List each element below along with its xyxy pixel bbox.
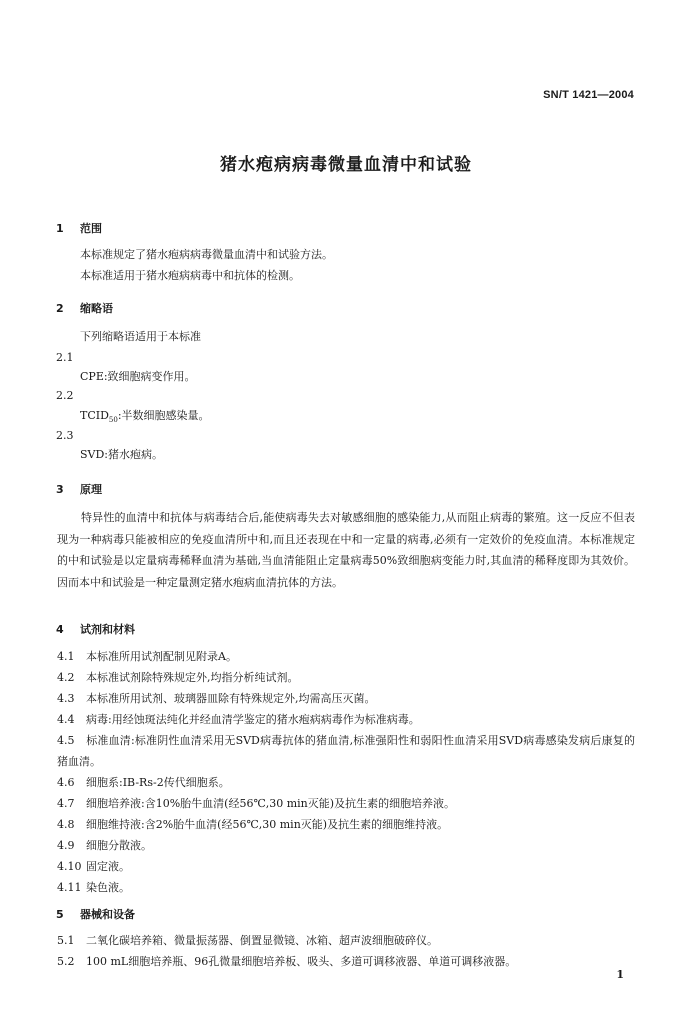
clause-number: 2.3 [56, 429, 74, 442]
abbreviation-subscript: 50 [108, 416, 118, 425]
abbreviation-item: CPE:致细胞病变作用。 [80, 370, 196, 383]
abbreviation-definition: :半数细胞感染量。 [117, 409, 210, 422]
clause-number: 4.9 [57, 839, 75, 852]
clause-text: 100 mL细胞培养瓶、96孔微量细胞培养板、吸头、多道可调移液器、单道可调移液器。 [86, 955, 517, 968]
abbreviation-term: TCID [80, 409, 109, 422]
clause-item [57, 793, 635, 814]
clause-number: 4.11 [57, 881, 82, 894]
clause-number: 5.2 [57, 955, 75, 968]
clause-number: 4.8 [57, 818, 75, 831]
clause-text: 细胞培养液:含10%胎牛血清(经56℃,30 min灭能)及抗生素的细胞培养液。 [86, 797, 456, 810]
section-heading-scope [56, 220, 102, 236]
section-number: 2 [56, 302, 64, 315]
clause-text: 本标准试剂除特殊规定外,均指分析纯试剂。 [86, 671, 299, 684]
abbreviation-item: SVD:猪水疱病。 [80, 448, 164, 461]
document-title: 猪水疱病病毒微量血清中和试验 [220, 155, 472, 175]
clause-item [57, 814, 635, 835]
clause-number: 2.1 [56, 351, 74, 364]
clause-number: 2.2 [56, 389, 74, 402]
clause-item [57, 709, 635, 730]
scope-line: 本标准适用于猪水疱病病毒中和抗体的检测。 [80, 269, 300, 282]
standard-code: SN/T 1421—2004 [543, 89, 634, 101]
clause-item [57, 646, 635, 667]
clause-text: 染色液。 [86, 881, 130, 894]
section-heading-reagents [56, 621, 135, 637]
clause-item [57, 856, 635, 877]
section-number: 3 [56, 483, 64, 496]
clause-text: 标准血清:标准阴性血清采用无SVD病毒抗体的猪血清,标准强阳性和弱阳性血清采用SVD病毒感染发病后康复的猪血清。 [57, 734, 635, 768]
principle-paragraph: 特异性的血清中和抗体与病毒结合后,能使病毒失去对敏感细胞的感染能力,从而阻止病毒的繁殖。这一反应不但表现为一种病毒只能被相应的免疫血清所中和,而且还表现在中和一定量的病毒,必须有一定效价的免疫血清。本标准规定的中和试验是以定量病毒稀释血清为基础,当血清能阻止定量病毒50%致细胞病变能力时,其血清的稀释度即为其效价。因而本中和试验是一种定量测定猪水疱病血清抗体的方法。 [57, 511, 635, 589]
clause-text: 细胞分散液。 [86, 839, 152, 852]
clause-item [57, 730, 635, 772]
section-number: 5 [56, 908, 64, 921]
section-title: 范围 [80, 222, 102, 235]
clause-item [57, 877, 635, 898]
clause-number: 4.5 [57, 734, 75, 747]
clause-item [57, 667, 635, 688]
section-number: 4 [56, 623, 64, 636]
clause-text: 本标准所用试剂、玻璃器皿除有特殊规定外,均需高压灭菌。 [86, 692, 376, 705]
section-number: 1 [56, 222, 64, 235]
clause-number: 4.6 [57, 776, 75, 789]
clause-text: 二氧化碳培养箱、微量振荡器、倒置显微镜、冰箱、超声波细胞破碎仪。 [86, 934, 438, 947]
clause-number: 4.10 [57, 860, 82, 873]
clause-number: 4.7 [57, 797, 75, 810]
clause-number: 4.2 [57, 671, 75, 684]
section-heading-abbreviations [56, 300, 113, 316]
page-number: 1 [616, 968, 624, 981]
section-title: 器械和设备 [80, 908, 135, 921]
section-title: 原理 [80, 483, 102, 496]
section-title: 试剂和材料 [80, 623, 135, 636]
clause-text: 本标准所用试剂配制见附录A。 [86, 650, 237, 663]
clause-number: 4.4 [57, 713, 75, 726]
clause-item [57, 688, 635, 709]
clause-text: 固定液。 [86, 860, 130, 873]
section-heading-principle [56, 481, 102, 497]
abbreviation-item [80, 405, 210, 431]
clause-text: 病毒:用经蚀斑法纯化并经血清学鉴定的猪水疱病病毒作为标准病毒。 [86, 713, 420, 726]
scope-paragraph [80, 244, 333, 286]
clause-item [57, 835, 635, 856]
abbreviations-intro: 下列缩略语适用于本标准 [80, 330, 201, 343]
clause-number: 4.1 [57, 650, 75, 663]
clause-text: 细胞维持液:含2%胎牛血清(经56℃,30 min灭能)及抗生素的细胞维持液。 [86, 818, 449, 831]
clause-number: 4.3 [57, 692, 75, 705]
section-title: 缩略语 [80, 302, 113, 315]
clause-item [57, 772, 635, 793]
scope-line: 本标准规定了猪水疱病病毒微量血清中和试验方法。 [80, 248, 333, 261]
clause-text: 细胞系:IB-Rs-2传代细胞系。 [86, 776, 230, 789]
section-heading-equipment [56, 906, 135, 922]
clause-number: 5.1 [57, 934, 75, 947]
clause-item [57, 930, 635, 951]
clause-item [57, 951, 635, 972]
